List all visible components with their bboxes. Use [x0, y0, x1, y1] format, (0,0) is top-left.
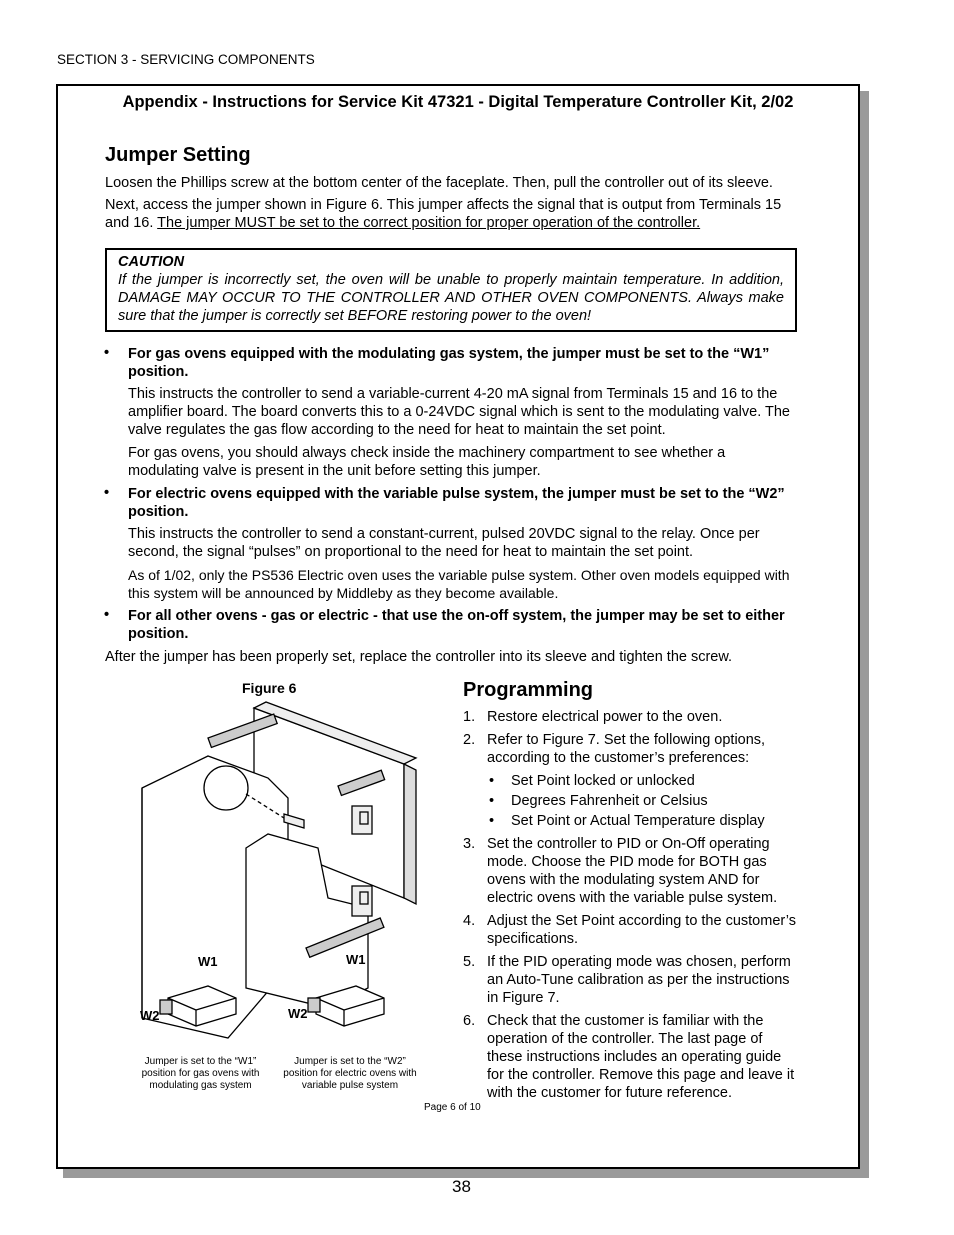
- step-number: 3.: [463, 836, 476, 852]
- step-text: If the PID operating mode was chosen, perform an Auto-Tune calibration as per the instructions in Figure 7.: [487, 954, 791, 1006]
- figure-w1-label-right: W1: [346, 952, 366, 967]
- caution-text: If the jumper is incorrectly set, the oven will be unable to properly maintain temperature. In addition, DAMAGE MAY OCCUR TO THE CONTROLLER AND OTHER OVEN COMPONENTS. Always make sure that the jumper is correctly set BEFORE restoring power to the oven!: [118, 272, 784, 324]
- jumper-paragraph-1: Loosen the Phillips screw at the bottom center of the faceplate. Then, pull the controller out of its sleeve.: [105, 175, 773, 191]
- programming-step-1: [463, 708, 799, 726]
- bullet-1-para-1: This instructs the controller to send a variable-current 4-20 mA signal from Terminals 15 and 16 to the amplifier board. The board converts this to a 0-24VDC signal which is sent to the modulating valve. The valve regulates the gas flow according to the need for heat to maintain the set point.: [128, 386, 790, 438]
- programming-steps: [463, 708, 799, 1107]
- option-bullet-3: • Set Point or Actual Temperature display: [489, 813, 765, 829]
- programming-step-5: [463, 953, 799, 1007]
- caution-box: [105, 248, 797, 332]
- step-number: 2.: [463, 732, 476, 748]
- jumper-setting-heading: Jumper Setting: [105, 144, 251, 166]
- figure-6-illustration: [128, 698, 468, 1048]
- step-number: 6.: [463, 1013, 476, 1029]
- step-number: 4.: [463, 913, 476, 929]
- figure-title: Figure 6: [242, 680, 297, 696]
- page-of-label: Page 6 of 10: [424, 1102, 481, 1113]
- jumper-paragraph-2: [105, 196, 801, 232]
- step-text: Refer to Figure 7. Set the following options, according to the customer’s preferences:: [487, 732, 766, 766]
- option-text: Set Point or Actual Temperature display: [511, 813, 765, 829]
- bullet-2-para-2: As of 1/02, only the PS536 Electric oven uses the variable pulse system. Other oven models equipped with this system will be announced by Middleby as they become available.: [128, 567, 790, 601]
- bullet-marker-3: •: [104, 607, 110, 623]
- bullet-3: [128, 607, 798, 643]
- appendix-title: Appendix - Instructions for Service Kit 47321 - Digital Temperature Controller Kit, 2/02: [122, 93, 794, 111]
- option-bullet-2: • Degrees Fahrenheit or Celsius: [489, 793, 708, 809]
- option-bullet-1: • Set Point locked or unlocked: [489, 773, 695, 789]
- programming-step-2: [463, 731, 799, 767]
- option-text: Degrees Fahrenheit or Celsius: [511, 793, 708, 809]
- bullet-marker-2: •: [104, 485, 110, 501]
- programming-step-6: [463, 1012, 799, 1102]
- bullet-1: [128, 345, 798, 381]
- programming-heading: Programming: [463, 679, 594, 701]
- bullet-2: [128, 485, 798, 521]
- figure-caption-w2: Jumper is set to the “W2” position for electric ovens with variable pulse system: [283, 1056, 417, 1091]
- caution-title: CAUTION: [118, 254, 185, 270]
- step-number: 1.: [463, 709, 476, 725]
- page-frame: [56, 84, 860, 1169]
- figure-w2-label-left: W2: [140, 1008, 160, 1023]
- jumper-warning-underlined: The jumper MUST be set to the correct position for proper operation of the controller.: [157, 215, 701, 231]
- bullet-3-bold: For all other ovens - gas or electric - that use the on-off system, the jumper may be set to either position.: [128, 608, 785, 642]
- jumper-paragraph-2-text: Next, access the jumper shown in Figure 6. This jumper affects the signal that is output from Terminals 15 and 16.: [105, 197, 782, 231]
- bullet-1-bold: For gas ovens equipped with the modulating gas system, the jumper must be set to the “W1” position.: [128, 346, 770, 380]
- step-text: Restore electrical power to the oven.: [487, 709, 723, 725]
- section-header: SECTION 3 - SERVICING COMPONENTS: [57, 52, 315, 67]
- bullet-2-para-1: This instructs the controller to send a constant-current, pulsed 20VDC signal to the relay. Once per second, the signal “pulses” on proportional to the need for heat to maintain the set point.: [128, 526, 760, 560]
- step-text: Set the controller to PID or On-Off operating mode. Choose the PID mode for BOTH gas ovens with the modulating system AND for electric ovens with the variable pulse system.: [487, 836, 778, 906]
- option-text: Set Point locked or unlocked: [511, 773, 695, 789]
- figure-caption-w1: Jumper is set to the “W1” position for gas ovens with modulating gas system: [141, 1056, 260, 1091]
- step-text: Adjust the Set Point according to the customer’s specifications.: [487, 913, 796, 947]
- figure-w2-label-right: W2: [288, 1006, 308, 1021]
- bullet-marker-1: •: [104, 345, 110, 361]
- bullet-2-bold: For electric ovens equipped with the variable pulse system, the jumper must be set to the “W2” position.: [128, 486, 785, 520]
- bullet-1-para-2: For gas ovens, you should always check inside the machinery compartment to see whether a modulating valve is present in the unit before setting this jumper.: [128, 445, 726, 479]
- after-jumper-text: After the jumper has been properly set, replace the controller into its sleeve and tighten the screw.: [105, 649, 733, 665]
- page-number: 38: [452, 1177, 471, 1196]
- programming-step-4: [463, 912, 799, 948]
- figure-w1-label-left: W1: [198, 954, 218, 969]
- step-number: 5.: [463, 954, 476, 970]
- programming-step-3: [463, 835, 799, 907]
- step-text: Check that the customer is familiar with the operation of the controller. The last page of these instructions includes an operating guide for the controller. Remove this page and leave it with the customer for future reference.: [487, 1013, 795, 1101]
